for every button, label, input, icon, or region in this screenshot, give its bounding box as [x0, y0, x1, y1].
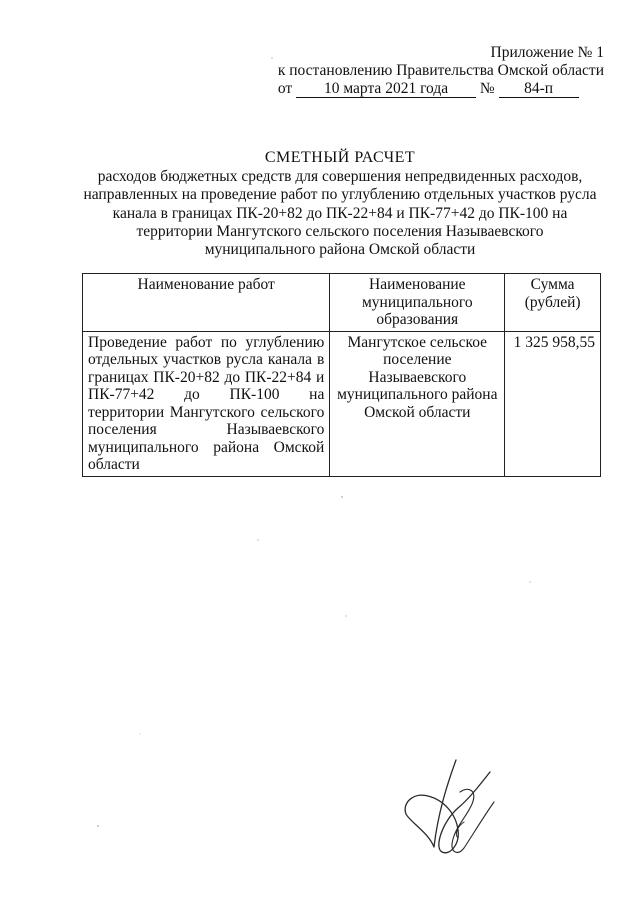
estimate-table	[82, 273, 601, 477]
subtitle-line: территории Мангутского сельского поселения Называевского	[136, 222, 544, 240]
appendix-header	[278, 44, 604, 98]
header-sum-line: Сумма	[530, 276, 575, 293]
header-municipality	[330, 274, 505, 332]
sum-cell: 1 325 958,55	[505, 331, 601, 476]
header-municipality-line: муниципального	[361, 293, 473, 311]
header-works: Наименование работ	[83, 274, 330, 332]
header-sum	[505, 274, 601, 332]
subtitle-line: муниципального района Омской области	[204, 241, 476, 259]
appendix-number: Приложение № 1	[490, 44, 604, 61]
subtitle-line: канала в границах ПК-20+82 до ПК-22+84 и ПК-77+42 до ПК-100 на	[112, 204, 568, 222]
municipality-cell: Мангутское сельское поселение Называевского муниципального района Омской области	[330, 331, 505, 476]
from-label: от	[277, 80, 293, 97]
resolution-date: 10 марта 2021 года	[296, 81, 476, 98]
number-label: №	[479, 80, 495, 97]
table-header-row	[83, 274, 601, 332]
header-sum-line: (рублей)	[524, 293, 581, 311]
handwritten-signature	[398, 752, 508, 862]
resolution-number: 84-п	[499, 81, 579, 98]
appendix-date-line	[278, 80, 604, 98]
subtitle-line: направленных на проведение работ по углублению отдельных участков русла	[83, 186, 597, 204]
header-municipality-line: образования	[376, 311, 459, 328]
subtitle-line: расходов бюджетных средств для совершения непредвиденных расходов,	[97, 168, 583, 186]
works-cell: Проведение работ по углублению отдельных участков русла канала в границах ПК-20+82 до ПК-22+84 и ПК-77+42 до ПК-100 на территории Мангутского сельского поселения Называевского муниципального района Омской области	[83, 331, 330, 476]
header-municipality-line: Наименование	[369, 276, 466, 293]
appendix-resolution: к постановлению Правительства Омской области	[277, 62, 604, 79]
document-heading	[80, 149, 600, 259]
document-title: СМЕТНЫЙ РАСЧЕТ	[264, 149, 416, 166]
table-row	[83, 331, 601, 476]
